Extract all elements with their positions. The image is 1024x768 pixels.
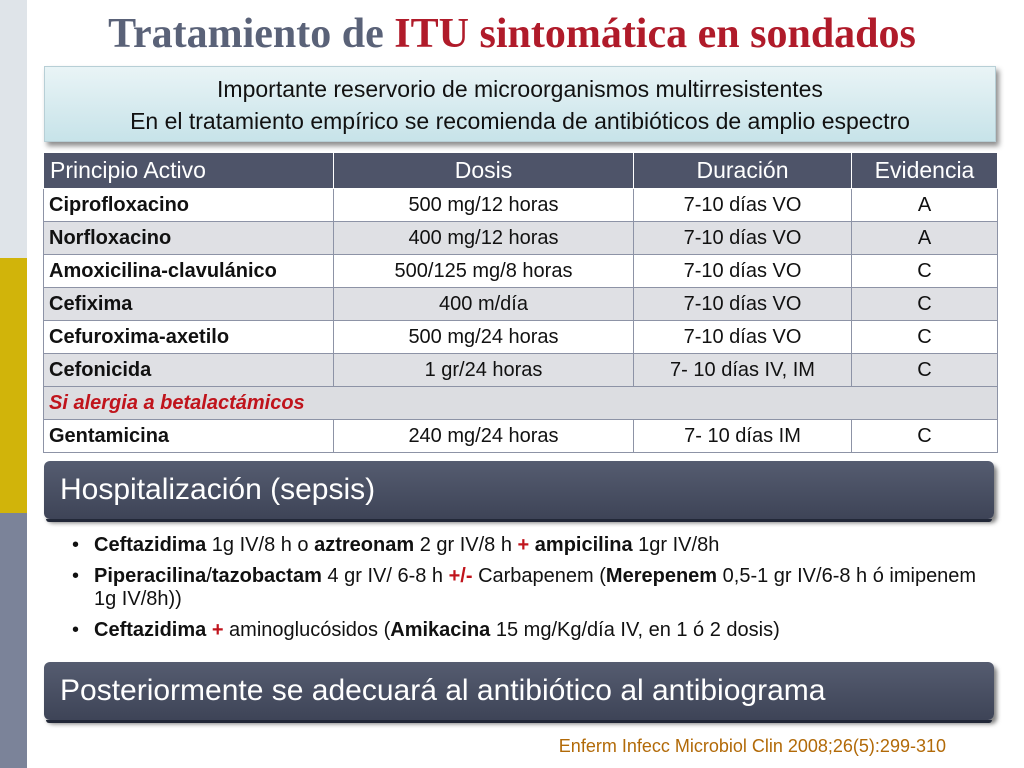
allergy-section-row	[44, 387, 998, 420]
closing-heading: Posteriormente se adecuará al antibiótico al antibiograma	[44, 662, 994, 720]
dose-text: 2 gr IV/8 h	[414, 534, 518, 556]
left-accent-bar-bottom	[0, 513, 27, 768]
drug-name: Piperacilina	[94, 565, 207, 587]
evidence: C	[852, 420, 998, 453]
citation: Enferm Infecc Microbiol Clin 2008;26(5):299-310	[558, 736, 946, 756]
drug-name: Cefuroxima-axetilo	[44, 321, 334, 354]
duration: 7-10 días VO	[634, 255, 852, 288]
drug-name: Cefixima	[44, 288, 334, 321]
duration: 7-10 días VO	[634, 321, 852, 354]
plus-minus-sign: +/-	[448, 565, 473, 587]
table-row	[44, 222, 998, 255]
allergy-label: Si alergia a betalactámicos	[44, 387, 998, 420]
dose: 500 mg/24 horas	[334, 321, 634, 354]
header-duracion: Duración	[634, 153, 852, 189]
drug-name: Cefonicida	[44, 354, 334, 387]
header-evidencia: Evidencia	[852, 153, 998, 189]
drug-name: Ceftazidima	[94, 534, 207, 556]
duration: 7- 10 días IM	[634, 420, 852, 453]
evidence: C	[852, 354, 998, 387]
drug-name: Ciprofloxacino	[44, 189, 334, 222]
evidence: A	[852, 222, 998, 255]
drug-name: Ceftazidima	[94, 619, 207, 641]
dose-text: 1g IV/8 h o	[206, 534, 315, 556]
plus-sign: +	[517, 534, 530, 556]
drug-name: aztreonam	[314, 534, 415, 556]
dose-text: 1gr IV/8h	[632, 534, 720, 556]
duration: 7-10 días VO	[634, 189, 852, 222]
header-principio-activo: Principio Activo	[44, 153, 334, 189]
duration: 7- 10 días IV, IM	[634, 354, 852, 387]
evidence: C	[852, 255, 998, 288]
dose: 500/125 mg/8 horas	[334, 255, 634, 288]
plus-sign: +	[211, 619, 224, 641]
table-row	[44, 255, 998, 288]
summary-banner	[44, 66, 996, 142]
duration: 7-10 días VO	[634, 222, 852, 255]
bullet-icon: •	[72, 565, 80, 587]
drug-name: Merepenem	[605, 565, 718, 587]
slide-title	[0, 10, 1024, 58]
list-item	[72, 565, 992, 611]
banner-line-2: En el tratamiento empírico se recomienda de antibióticos de amplio espectro	[130, 108, 910, 134]
drug-name: Norfloxacino	[44, 222, 334, 255]
duration: 7-10 días VO	[634, 288, 852, 321]
drug-name: Amoxicilina-clavulánico	[44, 255, 334, 288]
evidence: A	[852, 189, 998, 222]
dose: 400 mg/12 horas	[334, 222, 634, 255]
header-dosis: Dosis	[334, 153, 634, 189]
dose: 400 m/día	[334, 288, 634, 321]
evidence: C	[852, 288, 998, 321]
dose-text: 15 mg/Kg/día IV, en 1 ó 2 dosis)	[490, 619, 780, 641]
text: aminoglucósidos (	[223, 619, 391, 641]
title-part-1: Tratamiento de	[108, 11, 395, 57]
banner-line-1: Importante reservorio de microorganismos multirresistentes	[217, 76, 823, 102]
table-row	[44, 288, 998, 321]
dose-text: 4 gr IV/ 6-8 h	[321, 565, 449, 587]
dose: 500 mg/12 horas	[334, 189, 634, 222]
dose: 1 gr/24 horas	[334, 354, 634, 387]
table-header-row	[44, 153, 998, 189]
drug-name: ampicilina	[534, 534, 633, 556]
table-row	[44, 354, 998, 387]
list-item	[72, 619, 992, 642]
text: Carbapenem (	[472, 565, 606, 587]
evidence: C	[852, 321, 998, 354]
hospital-treatment-list	[72, 534, 992, 650]
table-row	[44, 189, 998, 222]
drug-name: tazobactam	[211, 565, 322, 587]
antibiotic-table	[43, 152, 998, 453]
table-row	[44, 420, 998, 453]
drug-name: Amikacina	[390, 619, 491, 641]
dose-text: 0,5-1 gr IV/6-8 h ó imipenem 1g IV/8h))	[94, 565, 977, 610]
separator: /	[206, 565, 212, 587]
title-part-2: ITU sintomática en sondados	[394, 11, 916, 57]
bullet-icon: •	[72, 619, 80, 641]
bullet-icon: •	[72, 534, 80, 556]
hospitalization-heading: Hospitalización (sepsis)	[44, 461, 994, 519]
left-accent-bar-middle	[0, 258, 27, 513]
list-item	[72, 534, 992, 557]
dose: 240 mg/24 horas	[334, 420, 634, 453]
table-row	[44, 321, 998, 354]
drug-name: Gentamicina	[44, 420, 334, 453]
